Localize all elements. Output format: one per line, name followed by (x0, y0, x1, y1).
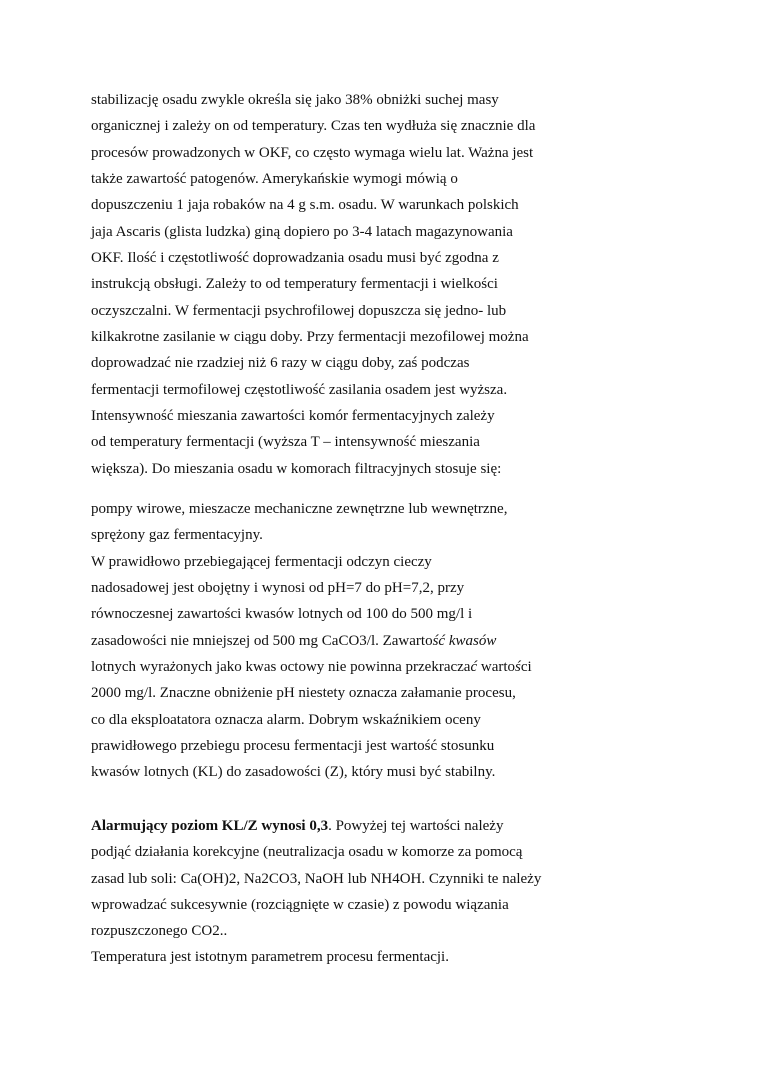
text-line: od temperatury fermentacji (wyższa T – intensywność mieszania (91, 434, 480, 450)
text-line (91, 658, 532, 676)
text-line: instrukcją obsługi. Zależy to od temperatury fermentacji i wielkości (91, 276, 498, 292)
text-line: doprowadzać nie rzadziej niż 6 razy w ciągu doby, zaś podczas (91, 355, 470, 371)
text-line: zasad lub soli: Ca(OH)2, Na2CO3, NaOH lub NH4OH. Czynniki te należy (91, 871, 542, 887)
text-line: oczyszczalni. W fermentacji psychrofilowej dopuszcza się jedno- lub (91, 303, 507, 319)
text-run: ci (520, 659, 532, 675)
text-line: procesów prowadzonych w OKF, co często wymaga wielu lat. Ważna jest (91, 145, 534, 161)
italic-text-run: ć (470, 659, 478, 675)
text-run: . Powyżej tej wartości należy (328, 818, 504, 834)
text-line (91, 632, 496, 650)
text-line: równoczesnej zawartości kwasów lotnych od 100 do 500 mg/l i (91, 606, 473, 622)
text-run: lotnych wyra (91, 659, 170, 675)
text-line: Temperatura jest istotnym parametrem procesu fermentacji. (91, 949, 449, 965)
text-line: kwasów lotnych (KL) do zasadowości (Z), który musi być stabilny. (91, 764, 496, 780)
bold-text-run: Alarmujący poziom KL/Z wynosi 0,3 (91, 818, 329, 834)
text-line: co dla eksploatatora oznacza alarm. Dobrym wskaźnikiem oceny (91, 712, 481, 728)
text-line: jaja Ascaris (glista ludzka) giną dopiero po 3-4 latach magazynowania (91, 224, 513, 240)
text-run: zasadowości nie mniejszej od 500 mg CaCO3/l. Zawarto (91, 633, 433, 649)
text-line: podjąć działania korekcyjne (neutralizacja osadu w komorze za pomocą (91, 844, 523, 860)
text-line: fermentacji termofilowej częstotliwość zasilania osadem jest wyższa. (91, 382, 508, 398)
text-line: nadosadowej jest obojętny i wynosi od pH=7 do pH=7,2, przy (91, 580, 465, 596)
text-line: organicznej i zależy on od temperatury. Czas ten wydłuża się znacznie dla (91, 118, 536, 134)
text-run: onych jako kwas octowy nie powinna przekracza (175, 659, 471, 675)
text-line: większa). Do mieszania osadu w komorach filtracyjnych stosuje się: (91, 461, 502, 477)
text-line: kilkakrotne zasilanie w ciągu doby. Przy fermentacji mezofilowej można (91, 329, 529, 345)
text-line: OKF. Ilość i częstotliwość doprowadzania osadu musi być zgodna z (91, 250, 499, 266)
text-line: także zawartość patogenów. Amerykańskie wymogi mówią o (91, 171, 458, 187)
italic-text-run: ż (169, 659, 176, 675)
text-line: wprowadzać sukcesywnie (rozciągnięte w czasie) z powodu wiązania (91, 897, 509, 913)
text-line: 2000 mg/l. Znaczne obniżenie pH niestety oznacza załamanie procesu, (91, 685, 516, 701)
text-line: dopuszczeniu 1 jaja robaków na 4 g s.m. osadu. W warunkach polskich (91, 197, 519, 213)
text-line: W prawidłowo przebiegającej fermentacji odczyn cieczy (91, 554, 432, 570)
text-line (91, 817, 503, 835)
text-run: warto (477, 659, 516, 675)
text-line: stabilizację osadu zwykle określa się jako 38% obniżki suchej masy (91, 92, 499, 108)
italic-text-run: ść kwasów (432, 633, 497, 649)
text-line: rozpuszczonego CO2.. (91, 923, 228, 939)
text-line: prawidłowego przebiegu procesu fermentacji jest wartość stosunku (91, 738, 495, 754)
text-line: pompy wirowe, mieszacze mechaniczne zewnętrzne lub wewnętrzne, (91, 501, 508, 517)
italic-text-run: ś (515, 659, 521, 675)
text-line: sprężony gaz fermentacyjny. (91, 527, 263, 543)
text-line: Intensywność mieszania zawartości komór fermentacyjnych zależy (91, 408, 495, 424)
